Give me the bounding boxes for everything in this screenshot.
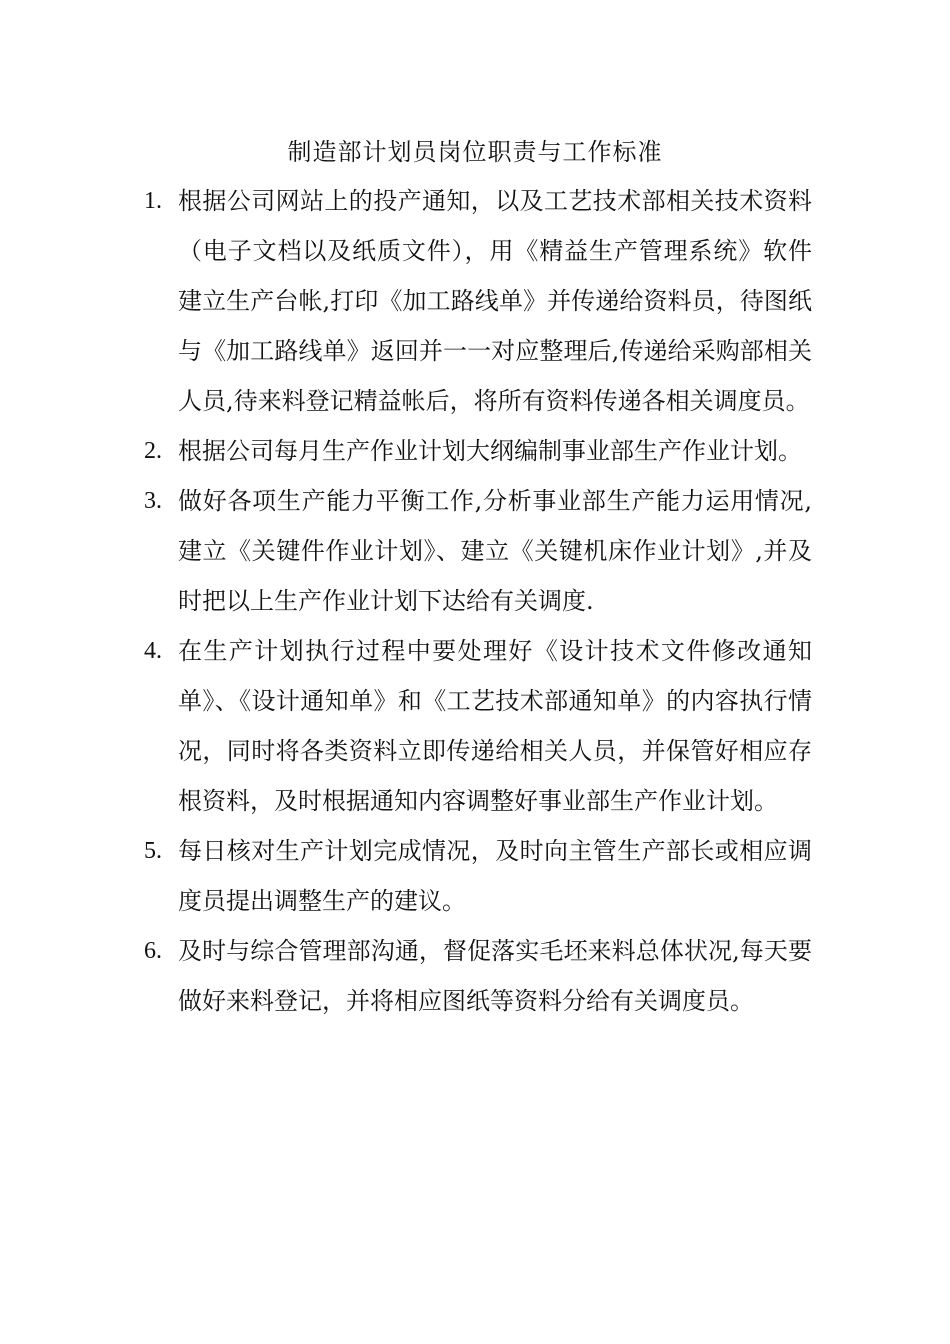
list-item-text: 做好各项生产能力平衡工作,分析事业部生产能力运用情况,建立《关键件作业计划》、建立《关键机床作业计划》,并及时把以上生产作业计划下达给有关调度. — [178, 487, 812, 615]
list-item-number: 3. — [144, 488, 162, 514]
list-item — [140, 826, 812, 926]
list-item — [140, 476, 812, 626]
list-item-text: 根据公司每月生产作业计划大纲编制事业部生产作业计划。 — [178, 437, 802, 465]
list-item-text: 根据公司网站上的投产通知，以及工艺技术部相关技术资料（电子文档以及纸质文件），用《精益生产管理系统》软件建立生产台帐,打印《加工路线单》并传递给资料员，待图纸与《加工路线单》返回并一一对应整理后,传递给采购部相关人员,待来料登记精益帐后，将所有资料传递各相关调度员。 — [178, 187, 812, 415]
list-item-number: 4. — [144, 638, 162, 664]
list-item-text: 在生产计划执行过程中要处理好《设计技术文件修改通知单》、《设计通知单》和《工艺技术部通知单》的内容执行情况，同时将各类资料立即传递给相关人员，并保管好相应存根资料，及时根据通知内容调整好事业部生产作业计划。 — [178, 637, 812, 815]
list-item-number: 6. — [144, 938, 162, 964]
list-item — [140, 926, 812, 1026]
responsibility-list — [140, 176, 812, 1026]
list-item-text: 每日核对生产计划完成情况，及时向主管生产部长或相应调度员提出调整生产的建议。 — [178, 837, 812, 915]
list-item-number: 1. — [144, 188, 162, 214]
list-item-text: 及时与综合管理部沟通，督促落实毛坯来料总体状况,每天要做好来料登记，并将相应图纸等资料分给有关调度员。 — [178, 937, 812, 1015]
list-item — [140, 176, 812, 426]
list-item — [140, 626, 812, 826]
list-item-number: 2. — [144, 438, 162, 464]
document-title: 制造部计划员岗位职责与工作标准 — [287, 138, 663, 166]
list-item — [140, 426, 812, 476]
list-item-number: 5. — [144, 838, 162, 864]
